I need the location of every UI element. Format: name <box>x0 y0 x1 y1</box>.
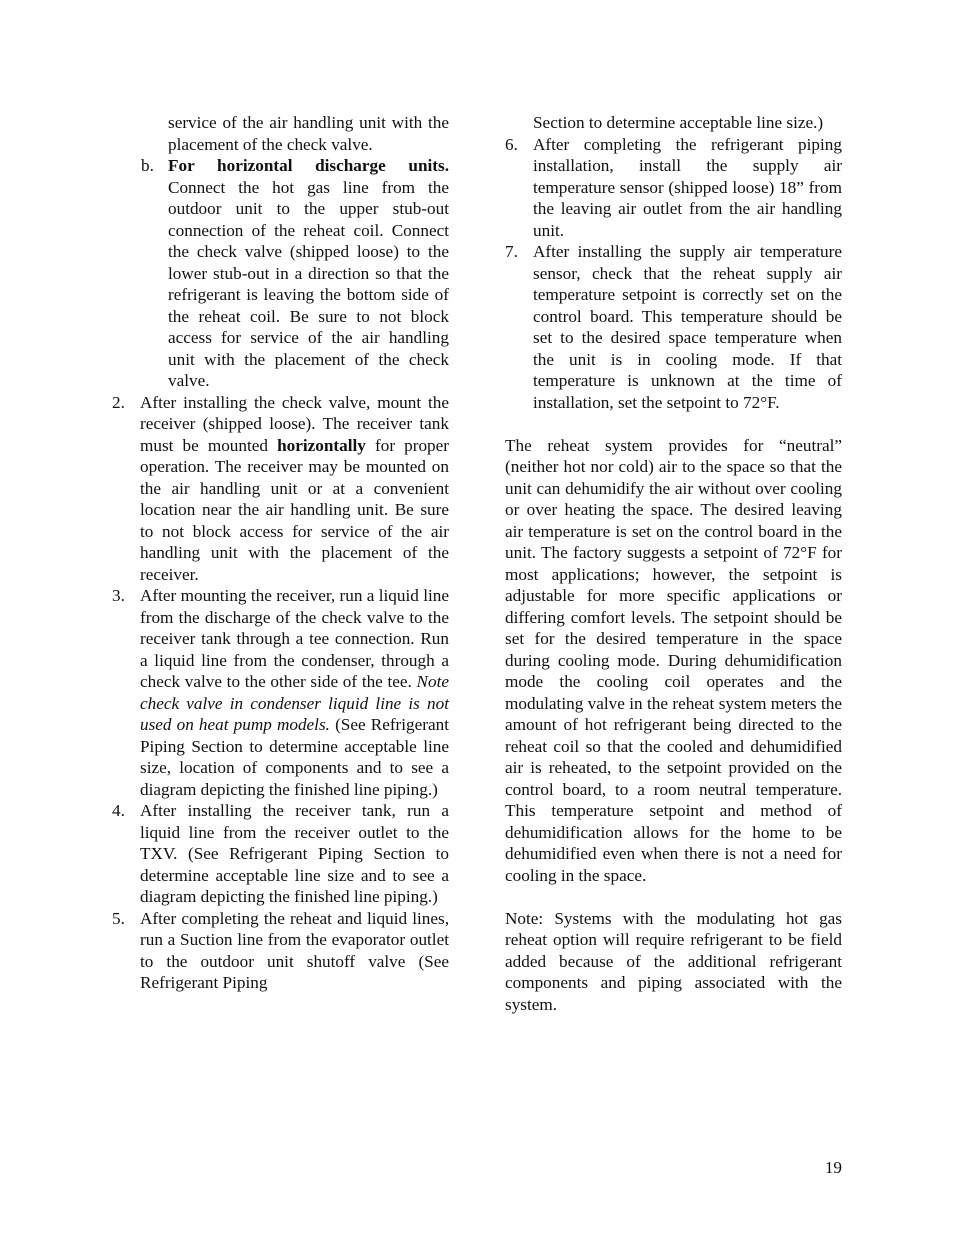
list-item-6 <box>505 134 842 242</box>
left-column <box>112 112 449 994</box>
list-item-2 <box>112 392 449 586</box>
page-number: 19 <box>824 1158 842 1177</box>
list-marker: 2. <box>112 392 125 412</box>
continued-item-5-text: Section to determine acceptable line size.) <box>533 113 824 132</box>
reheat-system-paragraph: The reheat system provides for “neutral” (neither hot nor cold) air to the space so that the unit can dehumidify the air without over cooling or over heating the space. The desired leaving air temperature is set on the control board in the unit. The factory suggests a setpoint of 72°F for most applications; however, the setpoint is adjustable for more specific applications or differing comfort levels. The setpoint should be set for the desired temperature in the space during cooling mode. During dehumidification mode the cooling coil operates and the modulating valve in the reheat system meters the amount of hot refrigerant being directed to the reheat coil so that the cooled and dehumidified air is reheated, to the setpoint provided on the control board, to a room neutral temperature. This temperature setpoint and method of dehumidification allows for the home to be dehumidified even when there is not a need for cooling in the space. <box>505 435 842 885</box>
item-2-bold: horizontally <box>277 435 366 455</box>
item-2-text-post: for proper operation. The receiver may be mounted on the air handling unit or at a convenient location near the air handling unit. Be sure to not block access for service of the air handling unit with the placement of the receiver. <box>140 435 449 584</box>
item-3-italic-note: Note check valve in condenser liquid line is not used on heat pump models. <box>140 672 449 734</box>
continued-item-a-text: service of the air handling unit with the placement of the check valve. <box>168 113 449 154</box>
item-b-text: Connect the hot gas line from the outdoor unit to the upper stub-out connection of the reheat coil. Connect the check valve (shipped loose) to the lower stub-out in a direction so that the refrigerant is leaving the bottom side of the reheat coil. Be sure to not block access for service of the air handling unit with the placement of the check valve. <box>168 177 449 390</box>
list-item-5 <box>112 908 449 994</box>
item-3-text-pre: After mounting the receiver, run a liquid line from the discharge of the check valve to the receiver tank through a tee connection. Run a liquid line from the condenser, through a check valve to the other side of the tee. <box>140 586 449 691</box>
list-item-b <box>112 155 449 392</box>
item-6-text: After completing the refrigerant piping installation, install the supply air temperature sensor (shipped loose) 18” from the leaving air outlet from the air handling unit. <box>533 134 842 240</box>
item-4-text: After installing the receiver tank, run a liquid line from the receiver outlet to the TXV. (See Refrigerant Piping Section to determine acceptable line size and to see a diagram depicting the finished line piping.) <box>140 801 449 906</box>
list-marker: 7. <box>505 242 518 261</box>
list-item-4 <box>112 800 449 908</box>
list-marker: b. <box>141 156 154 175</box>
list-marker: 4. <box>112 801 125 820</box>
item-5-text: After completing the reheat and liquid lines, run a Suction line from the evaporator outlet to the outdoor unit shutoff valve (See Refrigerant Piping <box>140 908 449 992</box>
list-marker: 6. <box>505 134 518 154</box>
list-item-7 <box>505 241 842 413</box>
item-b-bold-lead: For horizontal discharge units. <box>168 156 449 175</box>
item-3-text-post: (See Refrigerant Piping Section to determine acceptable line size, location of components and to see a diagram depicting the finished line piping.) <box>140 715 449 799</box>
list-marker: 3. <box>112 586 125 605</box>
item-2-text-pre: After installing the check valve, mount the receiver (shipped loose). The receiver tank must be mounted <box>140 392 449 455</box>
list-marker: 5. <box>112 908 125 928</box>
list-item-3 <box>112 585 449 800</box>
item-7-text: After installing the supply air temperature sensor, check that the reheat supply air temperature setpoint is correctly set on the control board. This temperature should be set to the desired space temperature when the unit is in cooling mode. If that temperature is unknown at the time of installation, set the setpoint to 72°F. <box>533 242 842 412</box>
refrigerant-note-paragraph: Note: Systems with the modulating hot gas reheat option will require refrigerant to be field added because of the additional refrigerant components and piping associated with the system. <box>505 908 842 1014</box>
right-column <box>505 112 842 1015</box>
